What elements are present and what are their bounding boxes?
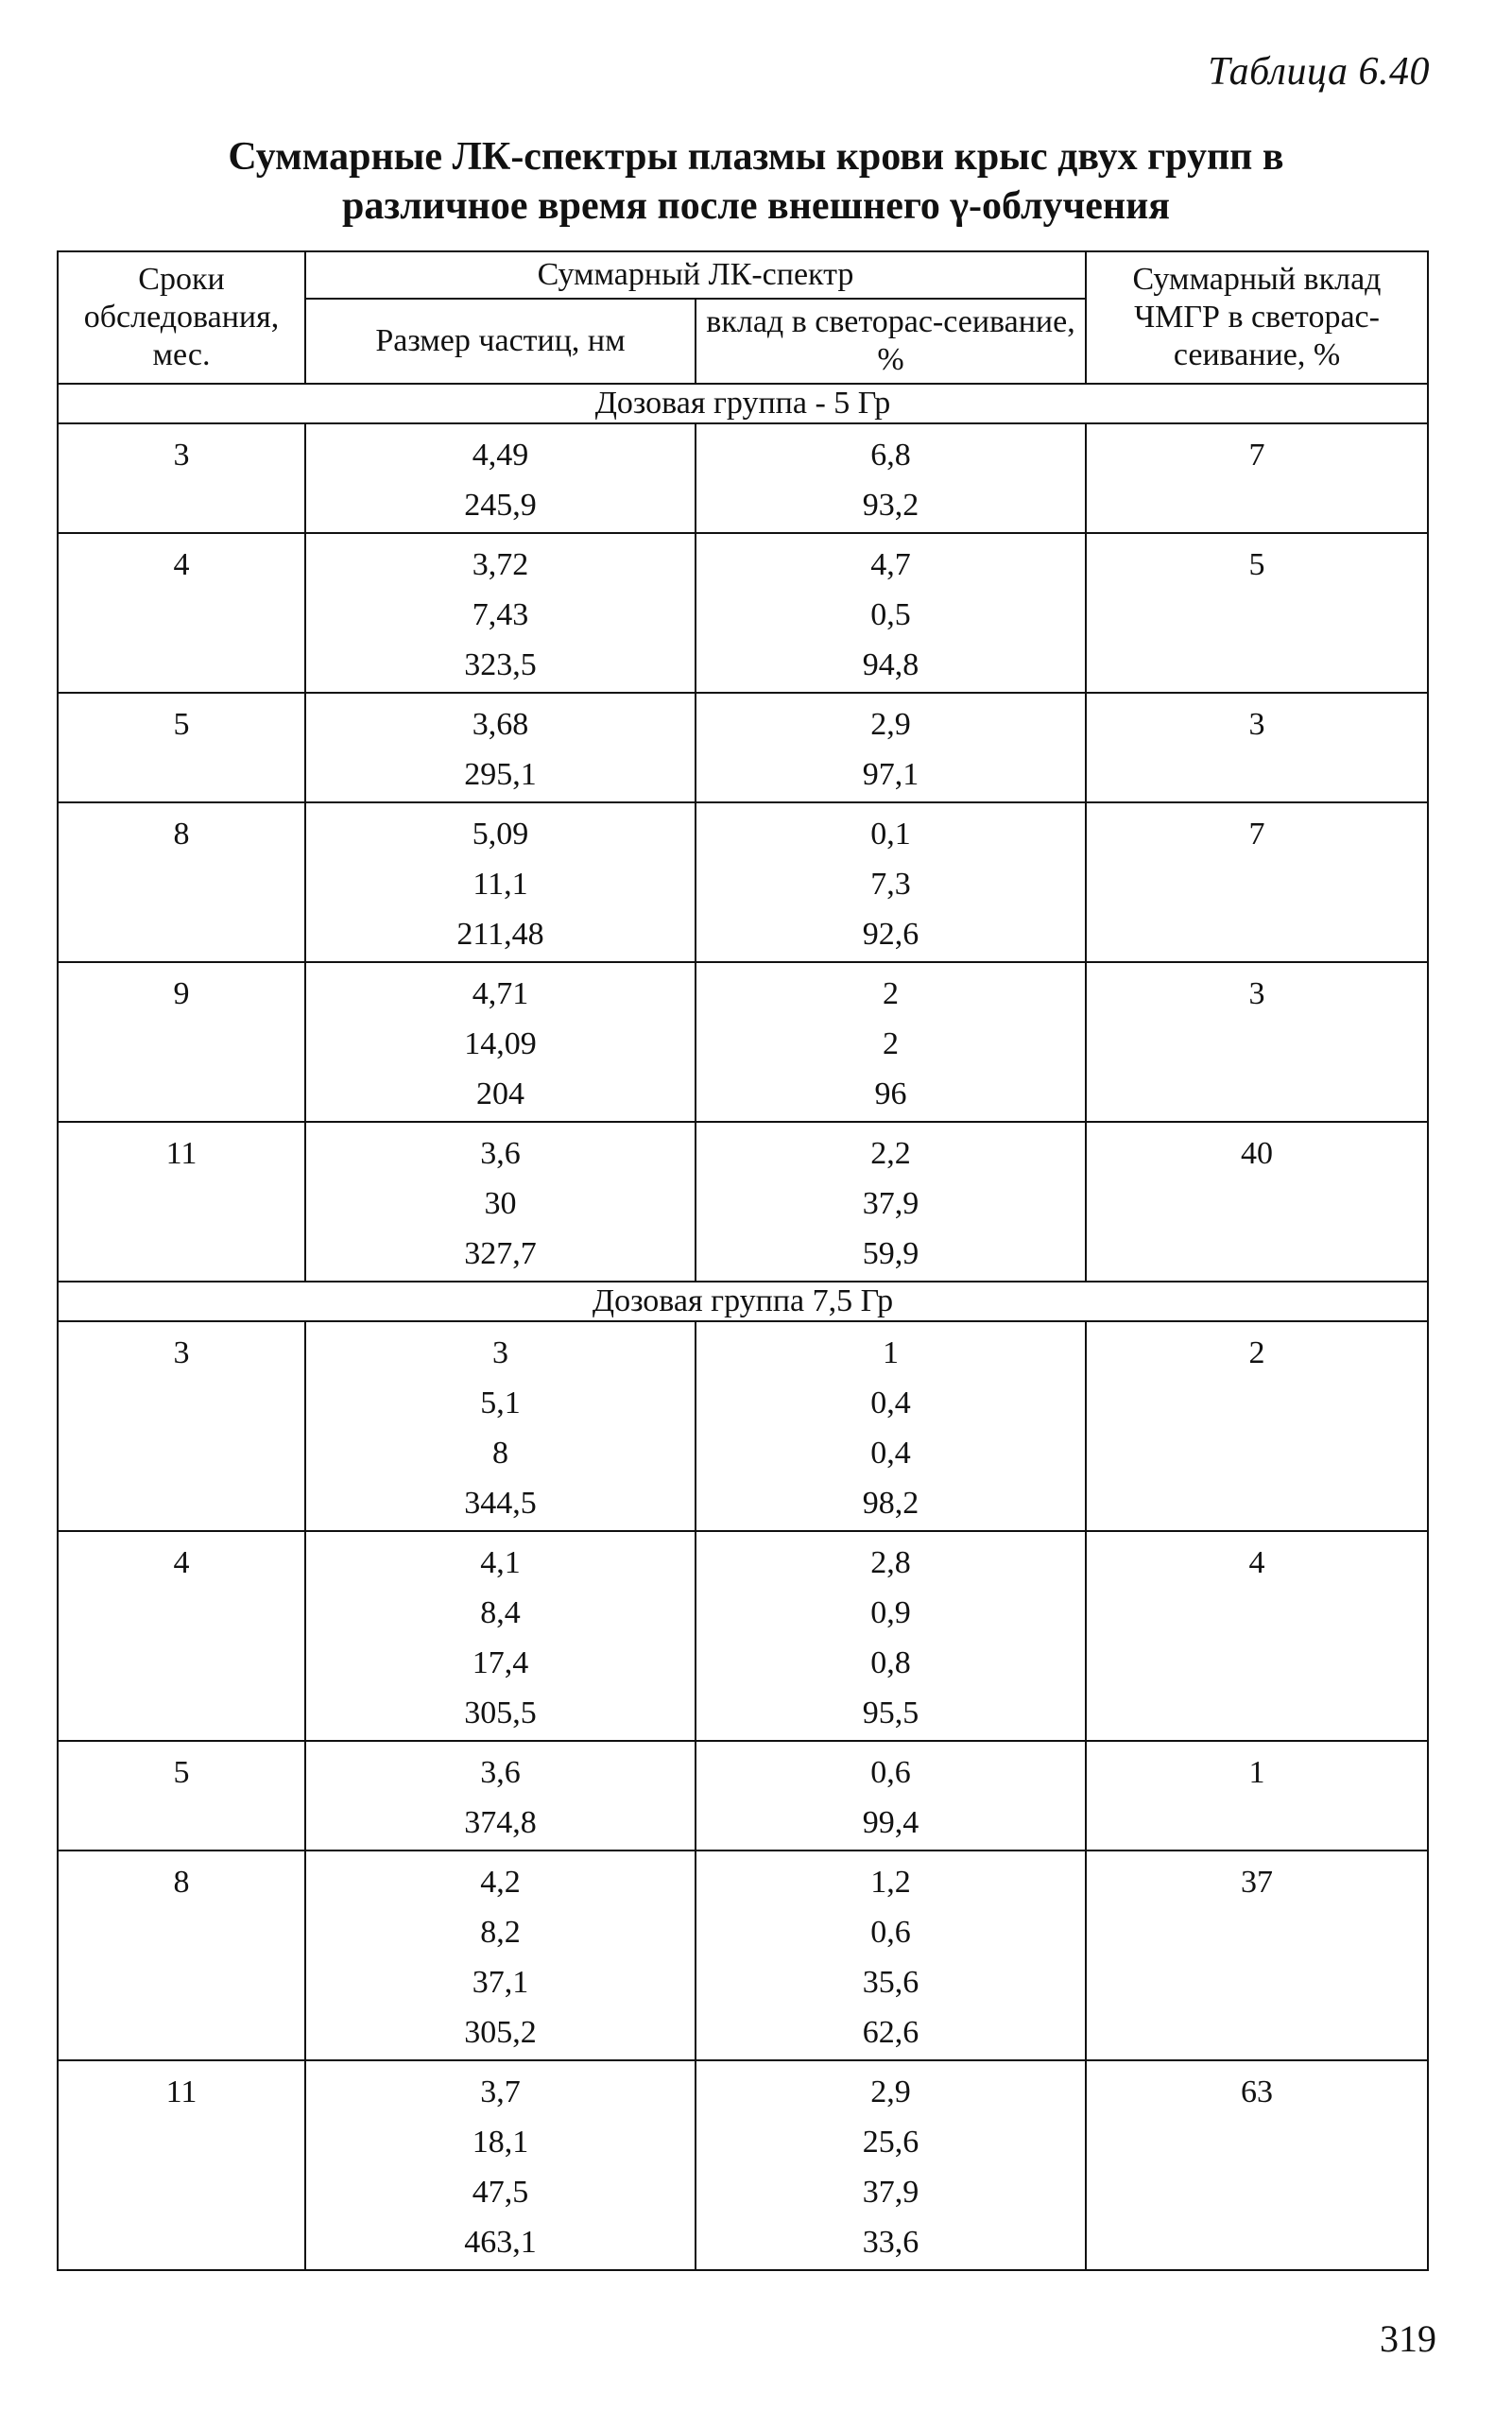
contribution-value: 1	[883, 1335, 899, 1370]
particle-size-value: 374,8	[464, 1805, 537, 1840]
particle-size-value: 3,7	[480, 2074, 521, 2109]
table-title	[57, 132, 1455, 231]
particle-size-value: 211,48	[456, 917, 544, 952]
contribution-value: 2,8	[870, 1545, 911, 1580]
contribution-value: 93,2	[862, 488, 919, 523]
period-value: 11	[165, 2074, 198, 2109]
contribution-cell	[696, 533, 1086, 693]
contribution-cell	[696, 1741, 1086, 1851]
contribution-value: 2,2	[870, 1136, 911, 1171]
period-cell	[58, 533, 305, 693]
contribution-value: 2	[883, 1026, 899, 1061]
contribution-value: 0,5	[870, 597, 911, 632]
particle-size-value: 305,5	[464, 1696, 537, 1730]
contribution-value: 99,4	[862, 1805, 919, 1840]
contribution-value: 0,9	[870, 1595, 911, 1630]
particle-size-value: 37,1	[472, 1965, 529, 2000]
period-value: 8	[173, 1865, 190, 1900]
particle-size-value: 3,68	[472, 707, 529, 742]
period-cell	[58, 693, 305, 802]
table-row	[58, 1741, 1428, 1851]
contribution-cell	[696, 1851, 1086, 2060]
group-header-row	[58, 1282, 1428, 1321]
particle-size-value: 8	[492, 1436, 508, 1471]
particle-size-value: 463,1	[464, 2225, 537, 2260]
particle-size-value: 245,9	[464, 488, 537, 523]
chmgr-cell	[1086, 1851, 1428, 2060]
contribution-value: 0,6	[870, 1915, 911, 1950]
particle-size-value: 4,2	[480, 1865, 521, 1900]
contribution-cell	[696, 802, 1086, 962]
particle-size-value: 3,6	[480, 1136, 521, 1171]
chmgr-value: 3	[1248, 707, 1265, 742]
chmgr-cell	[1086, 1321, 1428, 1531]
table-row	[58, 1122, 1428, 1282]
group-label: Дозовая группа 7,5 Гр	[58, 1282, 1428, 1321]
chmgr-value: 4	[1248, 1545, 1265, 1580]
particle-size-cell	[305, 962, 696, 1122]
period-cell	[58, 1531, 305, 1741]
contribution-value: 37,9	[862, 2175, 919, 2210]
table-row	[58, 1321, 1428, 1531]
particle-size-value: 3	[492, 1335, 508, 1370]
particle-size-value: 5,1	[480, 1386, 521, 1420]
contribution-value: 92,6	[862, 917, 919, 952]
title-line: различное время после внешнего γ-облучения	[341, 184, 1171, 228]
chmgr-cell	[1086, 1531, 1428, 1741]
particle-size-cell	[305, 1531, 696, 1741]
contribution-value: 0,6	[870, 1755, 911, 1790]
particle-size-value: 305,2	[464, 2015, 537, 2050]
chmgr-value: 40	[1241, 1136, 1274, 1171]
particle-size-value: 4,49	[472, 438, 529, 473]
chmgr-cell	[1086, 1741, 1428, 1851]
period-value: 4	[173, 1545, 190, 1580]
chmgr-cell	[1086, 802, 1428, 962]
chmgr-value: 2	[1248, 1335, 1265, 1370]
contribution-value: 0,4	[870, 1436, 911, 1471]
table-row	[58, 1531, 1428, 1741]
table-row	[58, 802, 1428, 962]
particle-size-cell	[305, 1851, 696, 2060]
contribution-value: 4,7	[870, 547, 911, 582]
chmgr-value: 7	[1248, 817, 1265, 852]
particle-size-value: 4,71	[472, 976, 529, 1011]
data-table	[57, 250, 1429, 2271]
title-line: Суммарные ЛК-спектры плазмы крови крыс двух групп в	[228, 135, 1284, 179]
chmgr-value: 3	[1248, 976, 1265, 1011]
table-row	[58, 533, 1428, 693]
contribution-value: 2	[883, 976, 899, 1011]
contribution-cell	[696, 962, 1086, 1122]
particle-size-value: 7,43	[472, 597, 529, 632]
particle-size-value: 30	[484, 1186, 517, 1221]
chmgr-value: 7	[1248, 438, 1265, 473]
contribution-value: 59,9	[862, 1236, 919, 1271]
particle-size-value: 3,6	[480, 1755, 521, 1790]
chmgr-value: 63	[1241, 2074, 1274, 2109]
header-period: Сроки обследования, мес.	[58, 251, 305, 384]
particle-size-value: 295,1	[464, 757, 537, 792]
table-row	[58, 693, 1428, 802]
particle-size-value: 4,1	[480, 1545, 521, 1580]
contribution-value: 35,6	[862, 1965, 919, 2000]
header-chmgr: Суммарный вклад ЧМГР в светорас-сеивание, %	[1086, 251, 1428, 384]
contribution-cell	[696, 423, 1086, 533]
contribution-value: 2,9	[870, 707, 911, 742]
contribution-cell	[696, 1122, 1086, 1282]
table-body	[58, 384, 1428, 2270]
period-value: 11	[165, 1136, 198, 1171]
particle-size-value: 3,72	[472, 547, 529, 582]
chmgr-cell	[1086, 2060, 1428, 2270]
group-label: Дозовая группа - 5 Гр	[58, 384, 1428, 423]
table-label: Таблица 6.40	[1208, 50, 1430, 94]
header-particle-size: Размер частиц, нм	[305, 299, 696, 384]
contribution-value: 97,1	[862, 757, 919, 792]
group-header-row	[58, 384, 1428, 423]
particle-size-value: 323,5	[464, 647, 537, 682]
period-cell	[58, 1122, 305, 1282]
period-cell	[58, 1741, 305, 1851]
particle-size-cell	[305, 1122, 696, 1282]
table-row	[58, 1851, 1428, 2060]
header-contribution: вклад в светорас-сеивание, %	[696, 299, 1086, 384]
chmgr-value: 37	[1241, 1865, 1274, 1900]
particle-size-value: 14,09	[464, 1026, 537, 1061]
particle-size-cell	[305, 1321, 696, 1531]
period-value: 5	[173, 707, 190, 742]
particle-size-cell	[305, 423, 696, 533]
particle-size-value: 18,1	[472, 2125, 529, 2160]
contribution-value: 37,9	[862, 1186, 919, 1221]
particle-size-cell	[305, 533, 696, 693]
period-value: 5	[173, 1755, 190, 1790]
header-spectrum: Суммарный ЛК-спектр	[305, 251, 1086, 299]
period-cell	[58, 2060, 305, 2270]
particle-size-value: 204	[476, 1076, 524, 1111]
chmgr-value: 5	[1248, 547, 1265, 582]
contribution-value: 62,6	[862, 2015, 919, 2050]
chmgr-cell	[1086, 533, 1428, 693]
particle-size-cell	[305, 2060, 696, 2270]
chmgr-value: 1	[1248, 1755, 1265, 1790]
table-row	[58, 423, 1428, 533]
period-cell	[58, 962, 305, 1122]
contribution-cell	[696, 1321, 1086, 1531]
particle-size-value: 17,4	[472, 1645, 529, 1680]
table-row	[58, 962, 1428, 1122]
contribution-value: 96	[874, 1076, 907, 1111]
contribution-value: 0,8	[870, 1645, 911, 1680]
contribution-value: 98,2	[862, 1486, 919, 1521]
contribution-cell	[696, 2060, 1086, 2270]
contribution-value: 0,1	[870, 817, 911, 852]
period-cell	[58, 423, 305, 533]
particle-size-value: 327,7	[464, 1236, 537, 1271]
page-number: 319	[1380, 2317, 1436, 2360]
chmgr-cell	[1086, 962, 1428, 1122]
period-value: 9	[173, 976, 190, 1011]
table-row	[58, 2060, 1428, 2270]
particle-size-value: 47,5	[472, 2175, 529, 2210]
contribution-value: 95,5	[862, 1696, 919, 1730]
contribution-value: 6,8	[870, 438, 911, 473]
contribution-value: 2,9	[870, 2074, 911, 2109]
chmgr-cell	[1086, 693, 1428, 802]
chmgr-cell	[1086, 1122, 1428, 1282]
period-cell	[58, 1851, 305, 2060]
particle-size-value: 5,09	[472, 817, 529, 852]
period-cell	[58, 802, 305, 962]
contribution-cell	[696, 693, 1086, 802]
contribution-value: 94,8	[862, 647, 919, 682]
contribution-value: 1,2	[870, 1865, 911, 1900]
contribution-value: 25,6	[862, 2125, 919, 2160]
contribution-cell	[696, 1531, 1086, 1741]
chmgr-cell	[1086, 423, 1428, 533]
contribution-value: 7,3	[870, 867, 911, 902]
period-value: 3	[173, 1335, 190, 1370]
period-cell	[58, 1321, 305, 1531]
contribution-value: 0,4	[870, 1386, 911, 1420]
contribution-value: 33,6	[862, 2225, 919, 2260]
period-value: 3	[173, 438, 190, 473]
particle-size-cell	[305, 1741, 696, 1851]
particle-size-cell	[305, 693, 696, 802]
particle-size-value: 8,4	[480, 1595, 521, 1630]
particle-size-value: 344,5	[464, 1486, 537, 1521]
period-value: 4	[173, 547, 190, 582]
particle-size-cell	[305, 802, 696, 962]
particle-size-value: 8,2	[480, 1915, 521, 1950]
particle-size-value: 11,1	[472, 867, 528, 902]
period-value: 8	[173, 817, 190, 852]
